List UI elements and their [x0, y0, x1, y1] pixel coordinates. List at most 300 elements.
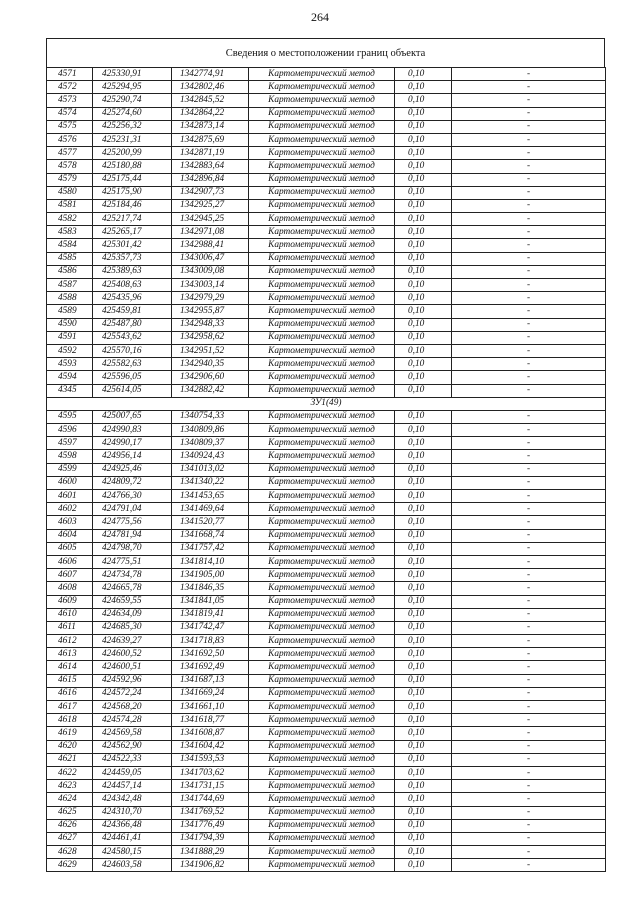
point-number-cell: 4581: [47, 199, 93, 212]
table-row: [47, 714, 606, 727]
table-row: [47, 450, 606, 463]
x-coordinate-cell: 425007,65: [93, 410, 172, 423]
method-cell: Картометрический метод: [249, 793, 395, 806]
y-coordinate-cell: 1341618,77: [172, 714, 249, 727]
description-cell: -: [452, 371, 606, 384]
method-cell: Картометрический метод: [249, 740, 395, 753]
precision-cell: 0,10: [395, 305, 452, 318]
x-coordinate-cell: 425200,99: [93, 147, 172, 160]
x-coordinate-cell: 425543,62: [93, 331, 172, 344]
method-cell: Картометрический метод: [249, 542, 395, 555]
description-cell: -: [452, 252, 606, 265]
x-coordinate-cell: 425180,88: [93, 160, 172, 173]
y-coordinate-cell: 1342802,46: [172, 81, 249, 94]
point-number-cell: 4597: [47, 437, 93, 450]
precision-cell: 0,10: [395, 68, 452, 81]
y-coordinate-cell: 1341013,02: [172, 463, 249, 476]
description-cell: -: [452, 608, 606, 621]
x-coordinate-cell: 424572,24: [93, 687, 172, 700]
precision-cell: 0,10: [395, 714, 452, 727]
point-number-cell: 4599: [47, 463, 93, 476]
y-coordinate-cell: 1342988,41: [172, 239, 249, 252]
y-coordinate-cell: 1342845,52: [172, 94, 249, 107]
description-cell: -: [452, 318, 606, 331]
precision-cell: 0,10: [395, 120, 452, 133]
y-coordinate-cell: 1341757,42: [172, 542, 249, 555]
point-number-cell: 4586: [47, 265, 93, 278]
precision-cell: 0,10: [395, 516, 452, 529]
description-cell: -: [452, 213, 606, 226]
x-coordinate-cell: 425357,73: [93, 252, 172, 265]
description-cell: -: [452, 635, 606, 648]
point-number-cell: 4573: [47, 94, 93, 107]
table-row: [47, 68, 606, 81]
description-cell: -: [452, 555, 606, 568]
y-coordinate-cell: 1342940,35: [172, 358, 249, 371]
method-cell: Картометрический метод: [249, 384, 395, 397]
method-cell: Картометрический метод: [249, 463, 395, 476]
point-number-cell: 4590: [47, 318, 93, 331]
precision-cell: 0,10: [395, 265, 452, 278]
x-coordinate-cell: 425184,46: [93, 199, 172, 212]
x-coordinate-cell: 425330,91: [93, 68, 172, 81]
method-cell: Картометрический метод: [249, 371, 395, 384]
x-coordinate-cell: 425582,63: [93, 358, 172, 371]
point-number-cell: 4626: [47, 819, 93, 832]
point-number-cell: 4627: [47, 832, 93, 845]
method-cell: Картометрический метод: [249, 608, 395, 621]
x-coordinate-cell: 424603,58: [93, 859, 172, 872]
y-coordinate-cell: 1340809,37: [172, 437, 249, 450]
method-cell: Картометрический метод: [249, 687, 395, 700]
method-cell: Картометрический метод: [249, 806, 395, 819]
table-row: [47, 226, 606, 239]
description-cell: -: [452, 503, 606, 516]
x-coordinate-cell: 424809,72: [93, 476, 172, 489]
y-coordinate-cell: 1342906,60: [172, 371, 249, 384]
x-coordinate-cell: 424685,30: [93, 621, 172, 634]
description-cell: -: [452, 133, 606, 146]
description-cell: -: [452, 199, 606, 212]
table-row: [47, 674, 606, 687]
method-cell: Картометрический метод: [249, 265, 395, 278]
table-row: [47, 476, 606, 489]
point-number-cell: 4606: [47, 555, 93, 568]
description-cell: -: [452, 239, 606, 252]
y-coordinate-cell: 1341604,42: [172, 740, 249, 753]
x-coordinate-cell: 424798,70: [93, 542, 172, 555]
precision-cell: 0,10: [395, 503, 452, 516]
y-coordinate-cell: 1341608,87: [172, 727, 249, 740]
precision-cell: 0,10: [395, 318, 452, 331]
x-coordinate-cell: 424791,04: [93, 503, 172, 516]
description-cell: -: [452, 780, 606, 793]
point-number-cell: 4614: [47, 661, 93, 674]
table-row: [47, 503, 606, 516]
description-cell: -: [452, 160, 606, 173]
method-cell: Картометрический метод: [249, 753, 395, 766]
y-coordinate-cell: 1342948,33: [172, 318, 249, 331]
table-group-row: [47, 397, 606, 410]
table-row: [47, 107, 606, 120]
description-cell: -: [452, 753, 606, 766]
y-coordinate-cell: 1341703,62: [172, 766, 249, 779]
y-coordinate-cell: 1340809,86: [172, 424, 249, 437]
table-row: [47, 252, 606, 265]
table-row: [47, 292, 606, 305]
precision-cell: 0,10: [395, 371, 452, 384]
x-coordinate-cell: 424659,55: [93, 595, 172, 608]
precision-cell: 0,10: [395, 766, 452, 779]
x-coordinate-cell: 424639,27: [93, 635, 172, 648]
description-cell: -: [452, 344, 606, 357]
x-coordinate-cell: 424568,20: [93, 701, 172, 714]
point-number-cell: 4612: [47, 635, 93, 648]
point-number-cell: 4595: [47, 410, 93, 423]
table-row: [47, 766, 606, 779]
x-coordinate-cell: 424461,41: [93, 832, 172, 845]
precision-cell: 0,10: [395, 186, 452, 199]
y-coordinate-cell: 1341453,65: [172, 490, 249, 503]
method-cell: Картометрический метод: [249, 68, 395, 81]
point-number-cell: 4575: [47, 120, 93, 133]
y-coordinate-cell: 1342979,29: [172, 292, 249, 305]
table-row: [47, 186, 606, 199]
point-number-cell: 4615: [47, 674, 93, 687]
y-coordinate-cell: 1340924,43: [172, 450, 249, 463]
x-coordinate-cell: 425487,80: [93, 318, 172, 331]
point-number-cell: 4618: [47, 714, 93, 727]
method-cell: Картометрический метод: [249, 107, 395, 120]
x-coordinate-cell: 424775,51: [93, 555, 172, 568]
point-number-cell: 4582: [47, 213, 93, 226]
x-coordinate-cell: 424310,70: [93, 806, 172, 819]
x-coordinate-cell: 424366,48: [93, 819, 172, 832]
method-cell: Картометрический метод: [249, 569, 395, 582]
y-coordinate-cell: 1341687,13: [172, 674, 249, 687]
point-number-cell: 4579: [47, 173, 93, 186]
method-cell: Картометрический метод: [249, 727, 395, 740]
table-row: [47, 569, 606, 582]
y-coordinate-cell: 1341340,22: [172, 476, 249, 489]
table-row: [47, 595, 606, 608]
y-coordinate-cell: 1341769,52: [172, 806, 249, 819]
description-cell: -: [452, 463, 606, 476]
point-number-cell: 4576: [47, 133, 93, 146]
y-coordinate-cell: 1341819,41: [172, 608, 249, 621]
y-coordinate-cell: 1342774,91: [172, 68, 249, 81]
x-coordinate-cell: 425274,60: [93, 107, 172, 120]
description-cell: -: [452, 819, 606, 832]
description-cell: -: [452, 582, 606, 595]
x-coordinate-cell: 424569,58: [93, 727, 172, 740]
x-coordinate-cell: 425459,81: [93, 305, 172, 318]
method-cell: Картометрический метод: [249, 279, 395, 292]
y-coordinate-cell: 1341520,77: [172, 516, 249, 529]
table-row: [47, 687, 606, 700]
x-coordinate-cell: 424600,52: [93, 648, 172, 661]
section-title: Сведения о местоположении границ объекта: [46, 38, 605, 67]
x-coordinate-cell: 425389,63: [93, 265, 172, 278]
description-cell: -: [452, 793, 606, 806]
y-coordinate-cell: 1342945,25: [172, 213, 249, 226]
table-row: [47, 463, 606, 476]
method-cell: Картометрический метод: [249, 252, 395, 265]
precision-cell: 0,10: [395, 358, 452, 371]
y-coordinate-cell: 1343006,47: [172, 252, 249, 265]
method-cell: Картометрический метод: [249, 410, 395, 423]
description-cell: -: [452, 766, 606, 779]
table-row: [47, 819, 606, 832]
table-row: [47, 199, 606, 212]
precision-cell: 0,10: [395, 292, 452, 305]
boundary-points-table: [46, 67, 606, 872]
table-row: [47, 133, 606, 146]
description-cell: -: [452, 516, 606, 529]
method-cell: Картометрический метод: [249, 516, 395, 529]
table-row: [47, 173, 606, 186]
point-number-cell: 4591: [47, 331, 93, 344]
y-coordinate-cell: 1342875,69: [172, 133, 249, 146]
precision-cell: 0,10: [395, 252, 452, 265]
method-cell: Картометрический метод: [249, 701, 395, 714]
method-cell: Картометрический метод: [249, 120, 395, 133]
y-coordinate-cell: 1341888,29: [172, 846, 249, 859]
method-cell: Картометрический метод: [249, 714, 395, 727]
method-cell: Картометрический метод: [249, 81, 395, 94]
x-coordinate-cell: 424580,15: [93, 846, 172, 859]
y-coordinate-cell: 1341692,50: [172, 648, 249, 661]
table-row: [47, 608, 606, 621]
y-coordinate-cell: 1341906,82: [172, 859, 249, 872]
table-row: [47, 806, 606, 819]
method-cell: Картометрический метод: [249, 186, 395, 199]
point-number-cell: 4624: [47, 793, 93, 806]
point-number-cell: 4605: [47, 542, 93, 555]
point-number-cell: 4613: [47, 648, 93, 661]
x-coordinate-cell: 424990,83: [93, 424, 172, 437]
point-number-cell: 4603: [47, 516, 93, 529]
description-cell: -: [452, 832, 606, 845]
method-cell: Картометрический метод: [249, 305, 395, 318]
point-number-cell: 4628: [47, 846, 93, 859]
table-row: [47, 410, 606, 423]
x-coordinate-cell: 424459,05: [93, 766, 172, 779]
method-cell: Картометрический метод: [249, 344, 395, 357]
boundary-table-sheet: [46, 38, 605, 872]
precision-cell: 0,10: [395, 542, 452, 555]
description-cell: -: [452, 410, 606, 423]
description-cell: -: [452, 595, 606, 608]
table-row: [47, 727, 606, 740]
y-coordinate-cell: 1341744,69: [172, 793, 249, 806]
y-coordinate-cell: 1341661,10: [172, 701, 249, 714]
description-cell: -: [452, 81, 606, 94]
point-number-cell: 4620: [47, 740, 93, 753]
table-body: [47, 68, 606, 872]
point-number-cell: 4617: [47, 701, 93, 714]
method-cell: Картометрический метод: [249, 503, 395, 516]
precision-cell: 0,10: [395, 661, 452, 674]
y-coordinate-cell: 1342971,08: [172, 226, 249, 239]
y-coordinate-cell: 1341469,64: [172, 503, 249, 516]
x-coordinate-cell: 424781,94: [93, 529, 172, 542]
method-cell: Картометрический метод: [249, 424, 395, 437]
x-coordinate-cell: 424990,17: [93, 437, 172, 450]
description-cell: -: [452, 701, 606, 714]
precision-cell: 0,10: [395, 331, 452, 344]
method-cell: Картометрический метод: [249, 226, 395, 239]
precision-cell: 0,10: [395, 437, 452, 450]
description-cell: -: [452, 173, 606, 186]
method-cell: Картометрический метод: [249, 331, 395, 344]
table-row: [47, 621, 606, 634]
point-number-cell: 4619: [47, 727, 93, 740]
description-cell: -: [452, 714, 606, 727]
table-row: [47, 846, 606, 859]
point-number-cell: 4625: [47, 806, 93, 819]
x-coordinate-cell: 425408,63: [93, 279, 172, 292]
table-row: [47, 239, 606, 252]
point-number-cell: 4609: [47, 595, 93, 608]
method-cell: Картометрический метод: [249, 621, 395, 634]
y-coordinate-cell: 1341776,49: [172, 819, 249, 832]
table-row: [47, 701, 606, 714]
precision-cell: 0,10: [395, 213, 452, 226]
description-cell: -: [452, 661, 606, 674]
table-row: [47, 490, 606, 503]
x-coordinate-cell: 425435,96: [93, 292, 172, 305]
table-row: [47, 555, 606, 568]
x-coordinate-cell: 424600,51: [93, 661, 172, 674]
description-cell: -: [452, 424, 606, 437]
description-cell: -: [452, 476, 606, 489]
y-coordinate-cell: 1341731,15: [172, 780, 249, 793]
point-number-cell: 4622: [47, 766, 93, 779]
table-row: [47, 582, 606, 595]
description-cell: -: [452, 331, 606, 344]
method-cell: Картометрический метод: [249, 160, 395, 173]
method-cell: Картометрический метод: [249, 635, 395, 648]
precision-cell: 0,10: [395, 608, 452, 621]
y-coordinate-cell: 1341669,24: [172, 687, 249, 700]
point-number-cell: 4574: [47, 107, 93, 120]
precision-cell: 0,10: [395, 753, 452, 766]
y-coordinate-cell: 1342873,14: [172, 120, 249, 133]
table-row: [47, 279, 606, 292]
description-cell: -: [452, 621, 606, 634]
y-coordinate-cell: 1343003,14: [172, 279, 249, 292]
precision-cell: 0,10: [395, 727, 452, 740]
precision-cell: 0,10: [395, 819, 452, 832]
precision-cell: 0,10: [395, 780, 452, 793]
table-row: [47, 793, 606, 806]
table-row: [47, 832, 606, 845]
x-coordinate-cell: 425614,05: [93, 384, 172, 397]
table-row: [47, 344, 606, 357]
y-coordinate-cell: 1341814,10: [172, 555, 249, 568]
table-row: [47, 635, 606, 648]
method-cell: Картометрический метод: [249, 199, 395, 212]
description-cell: -: [452, 437, 606, 450]
precision-cell: 0,10: [395, 450, 452, 463]
x-coordinate-cell: 424457,14: [93, 780, 172, 793]
table-row: [47, 740, 606, 753]
point-number-cell: 4578: [47, 160, 93, 173]
method-cell: Картометрический метод: [249, 766, 395, 779]
x-coordinate-cell: 425596,05: [93, 371, 172, 384]
precision-cell: 0,10: [395, 635, 452, 648]
table-row: [47, 120, 606, 133]
table-row: [47, 94, 606, 107]
table-row: [47, 160, 606, 173]
method-cell: Картометрический метод: [249, 292, 395, 305]
y-coordinate-cell: 1341841,05: [172, 595, 249, 608]
method-cell: Картометрический метод: [249, 490, 395, 503]
point-number-cell: 4588: [47, 292, 93, 305]
method-cell: Картометрический метод: [249, 648, 395, 661]
precision-cell: 0,10: [395, 173, 452, 186]
table-row: [47, 529, 606, 542]
precision-cell: 0,10: [395, 582, 452, 595]
table-row: [47, 648, 606, 661]
point-number-cell: 4611: [47, 621, 93, 634]
y-coordinate-cell: 1341905,00: [172, 569, 249, 582]
description-cell: -: [452, 859, 606, 872]
description-cell: -: [452, 384, 606, 397]
point-number-cell: 4572: [47, 81, 93, 94]
x-coordinate-cell: 424665,78: [93, 582, 172, 595]
precision-cell: 0,10: [395, 463, 452, 476]
description-cell: -: [452, 186, 606, 199]
method-cell: Картометрический метод: [249, 595, 395, 608]
method-cell: Картометрический метод: [249, 450, 395, 463]
precision-cell: 0,10: [395, 832, 452, 845]
x-coordinate-cell: 424775,56: [93, 516, 172, 529]
precision-cell: 0,10: [395, 555, 452, 568]
description-cell: -: [452, 226, 606, 239]
y-coordinate-cell: 1340754,33: [172, 410, 249, 423]
method-cell: Картометрический метод: [249, 555, 395, 568]
description-cell: -: [452, 687, 606, 700]
description-cell: -: [452, 727, 606, 740]
description-cell: -: [452, 490, 606, 503]
point-number-cell: 4610: [47, 608, 93, 621]
point-number-cell: 4583: [47, 226, 93, 239]
precision-cell: 0,10: [395, 384, 452, 397]
y-coordinate-cell: 1342955,87: [172, 305, 249, 318]
precision-cell: 0,10: [395, 133, 452, 146]
precision-cell: 0,10: [395, 81, 452, 94]
table-row: [47, 358, 606, 371]
description-cell: -: [452, 94, 606, 107]
y-coordinate-cell: 1341718,83: [172, 635, 249, 648]
y-coordinate-cell: 1341742,47: [172, 621, 249, 634]
point-number-cell: 4584: [47, 239, 93, 252]
precision-cell: 0,10: [395, 687, 452, 700]
precision-cell: 0,10: [395, 529, 452, 542]
precision-cell: 0,10: [395, 476, 452, 489]
method-cell: Картометрический метод: [249, 476, 395, 489]
precision-cell: 0,10: [395, 621, 452, 634]
description-cell: -: [452, 147, 606, 160]
point-number-cell: 4585: [47, 252, 93, 265]
description-cell: -: [452, 529, 606, 542]
precision-cell: 0,10: [395, 740, 452, 753]
table-row: [47, 859, 606, 872]
method-cell: Картометрический метод: [249, 582, 395, 595]
description-cell: -: [452, 358, 606, 371]
